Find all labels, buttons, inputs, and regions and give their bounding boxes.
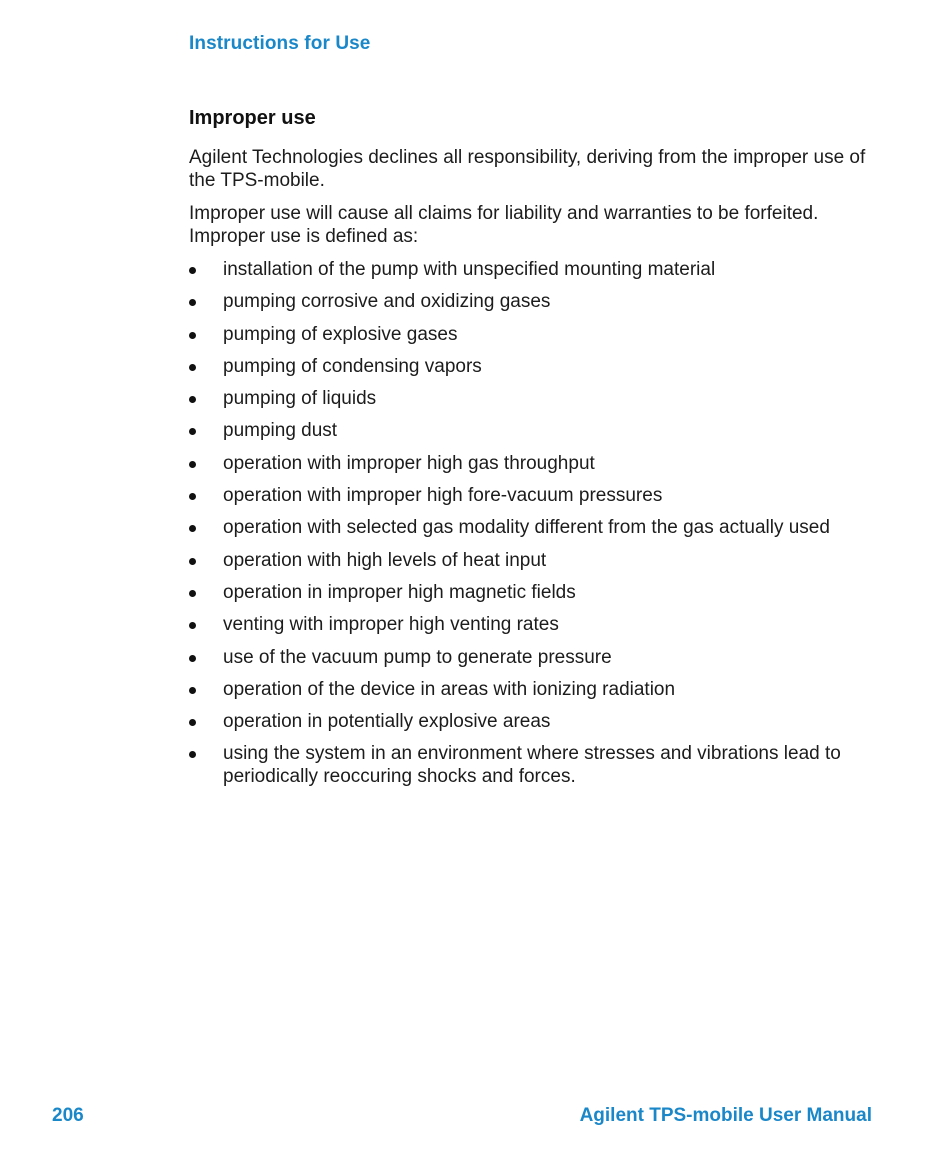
list-item-text: operation with selected gas modality different from the gas actually used: [223, 517, 830, 539]
list-item-text: using the system in an environment where stresses and vibrations lead to periodically reoccuring shocks and forces.: [223, 743, 841, 788]
list-item: [189, 549, 879, 572]
main-content: [189, 105, 879, 798]
list-item-text: operation of the device in areas with ionizing radiation: [223, 678, 676, 700]
bullet-icon: [189, 493, 196, 500]
list-item: [189, 613, 879, 636]
bullet-icon: [189, 461, 196, 468]
bullet-icon: [189, 655, 196, 662]
list-item: [189, 678, 879, 701]
list-item: [189, 646, 879, 669]
list-item: [189, 516, 879, 539]
list-item: [189, 742, 879, 788]
section-heading: Improper use: [189, 107, 316, 129]
bullet-icon: [189, 719, 196, 726]
list-item: [189, 419, 879, 442]
bullet-icon: [189, 332, 196, 339]
bullet-icon: [189, 622, 196, 629]
list-item: [189, 452, 879, 475]
list-item-text: installation of the pump with unspecified mounting material: [223, 259, 716, 280]
list-item-text: use of the vacuum pump to generate pressure: [223, 646, 612, 668]
list-item: [189, 710, 879, 733]
list-item-text: pumping dust: [223, 420, 338, 442]
list-item: [189, 387, 879, 410]
bullet-icon: [189, 590, 196, 597]
improper-use-list: [189, 258, 879, 788]
bullet-icon: [189, 687, 196, 694]
bullet-icon: [189, 396, 196, 403]
bullet-icon: [189, 267, 196, 274]
bullet-icon: [189, 751, 196, 758]
bullet-icon: [189, 558, 196, 565]
bullet-icon: [189, 299, 196, 306]
list-item: [189, 581, 879, 604]
list-item-text: venting with improper high venting rates: [223, 614, 559, 636]
bullet-icon: [189, 525, 196, 532]
page-number: 206: [52, 1105, 84, 1126]
list-item-text: pumping of condensing vapors: [223, 355, 482, 377]
list-item: [189, 290, 879, 313]
list-item: [189, 355, 879, 378]
bullet-icon: [189, 428, 196, 435]
list-item-text: operation with improper high gas throughput: [223, 452, 595, 474]
paragraph-responsibility: Agilent Technologies declines all responsibility, deriving from the improper use of the TPS-mobile.: [189, 147, 866, 191]
list-item: [189, 258, 879, 281]
running-header: Instructions for Use: [189, 33, 371, 54]
list-item-text: operation with high levels of heat input: [223, 549, 547, 571]
list-item-text: pumping of liquids: [223, 388, 377, 410]
list-item-text: operation in potentially explosive areas: [223, 711, 551, 733]
list-item-text: operation with improper high fore-vacuum pressures: [223, 485, 663, 507]
paragraph-definition: Improper use will cause all claims for liability and warranties to be forfeited. Improper use is defined as:: [189, 203, 819, 247]
list-item-text: operation in improper high magnetic fields: [223, 581, 576, 603]
list-item: [189, 323, 879, 346]
list-item-text: pumping of explosive gases: [223, 323, 458, 345]
list-item-text: pumping corrosive and oxidizing gases: [223, 291, 551, 313]
list-item: [189, 484, 879, 507]
bullet-icon: [189, 364, 196, 371]
manual-title: Agilent TPS-mobile User Manual: [579, 1105, 872, 1126]
